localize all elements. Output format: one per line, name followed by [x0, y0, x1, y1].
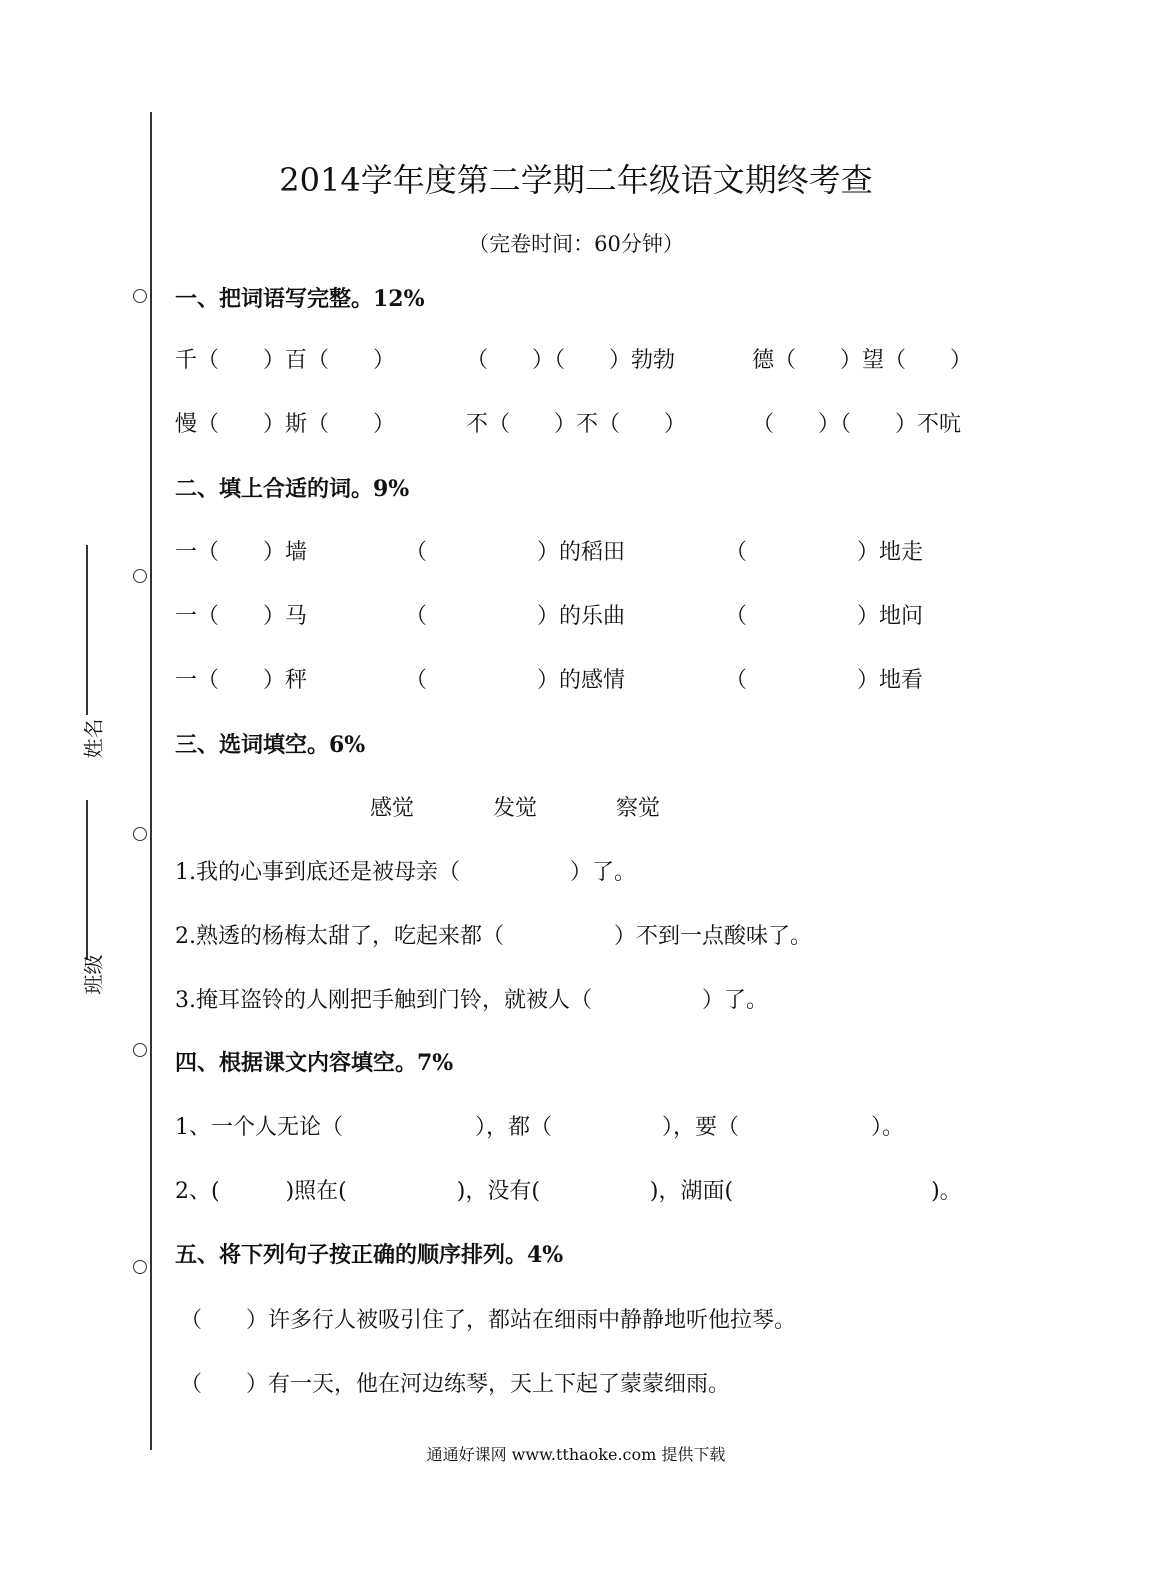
- section-4-heading: 四、根据课文内容填空。7%: [175, 1050, 454, 1076]
- name-label: 姓名: [81, 718, 106, 759]
- word-choice: 感觉: [370, 796, 415, 821]
- ordering-sentence[interactable]: （ ）有一天，他在河边练琴，天上下起了蒙蒙细雨。: [180, 1372, 731, 1397]
- choose-word-question[interactable]: 1.我的心事到底还是被母亲（ ）了。: [175, 860, 636, 885]
- text-fill-question[interactable]: 2、( )照在( )，没有( )，湖面( )。: [175, 1179, 962, 1204]
- section-3-heading: 三、选词填空。6%: [175, 732, 366, 758]
- word-completion-item[interactable]: （ ）（ ）勃勃: [466, 348, 676, 373]
- class-label: 班级: [81, 954, 106, 995]
- binding-hole: [133, 1260, 147, 1274]
- fill-word-item[interactable]: （ ）的乐曲: [405, 604, 626, 629]
- section-1-heading: 一、把词语写完整。12%: [175, 286, 425, 312]
- word-completion-item[interactable]: （ ）（ ）不吭: [752, 412, 962, 437]
- ordering-sentence[interactable]: （ ）许多行人被吸引住了，都站在细雨中静静地听他拉琴。: [180, 1308, 797, 1333]
- fill-word-item[interactable]: 一（ ）秤: [175, 668, 308, 693]
- fill-word-item[interactable]: （ ）地问: [725, 604, 924, 629]
- word-completion-item[interactable]: 不（ ）不（ ）: [466, 412, 687, 437]
- fill-word-item[interactable]: （ ）地看: [725, 668, 924, 693]
- choose-word-question[interactable]: 2.熟透的杨梅太甜了，吃起来都（ ）不到一点酸味了。: [175, 924, 812, 949]
- section-5-heading: 五、将下列句子按正确的顺序排列。4%: [175, 1242, 564, 1268]
- section-2-heading: 二、填上合适的词。9%: [175, 476, 410, 502]
- page-footer: 通通好课网 www.tthaoke.com 提供下载: [426, 1445, 726, 1464]
- choose-word-question[interactable]: 3.掩耳盗铃的人刚把手触到门铃，就被人（ ）了。: [175, 988, 768, 1013]
- fill-word-item[interactable]: （ ）的感情: [405, 668, 626, 693]
- binding-hole: [133, 569, 147, 583]
- class-blank-line[interactable]: [86, 800, 88, 960]
- fill-word-item[interactable]: （ ）地走: [725, 540, 924, 565]
- word-completion-item[interactable]: 千（ ）百（ ）: [175, 348, 396, 373]
- fill-word-item[interactable]: 一（ ）墙: [175, 540, 308, 565]
- binding-hole: [133, 827, 147, 841]
- word-choice: 发觉: [493, 796, 538, 821]
- binding-hole: [133, 1043, 147, 1057]
- page-title: 2014学年度第二学期二年级语文期终考查: [279, 161, 873, 199]
- fill-word-item[interactable]: （ ）的稻田: [405, 540, 626, 565]
- word-completion-item[interactable]: 德（ ）望（ ）: [752, 348, 973, 373]
- fill-word-item[interactable]: 一（ ）马: [175, 604, 308, 629]
- page-subtitle: （完卷时间：60分钟）: [468, 232, 684, 256]
- name-blank-line[interactable]: [86, 545, 88, 715]
- word-choice: 察觉: [616, 796, 661, 821]
- binding-line: [150, 112, 152, 1450]
- text-fill-question[interactable]: 1、一个人无论（ ），都（ ），要（ ）。: [175, 1115, 904, 1140]
- binding-hole: [133, 289, 147, 303]
- word-completion-item[interactable]: 慢（ ）斯（ ）: [175, 412, 396, 437]
